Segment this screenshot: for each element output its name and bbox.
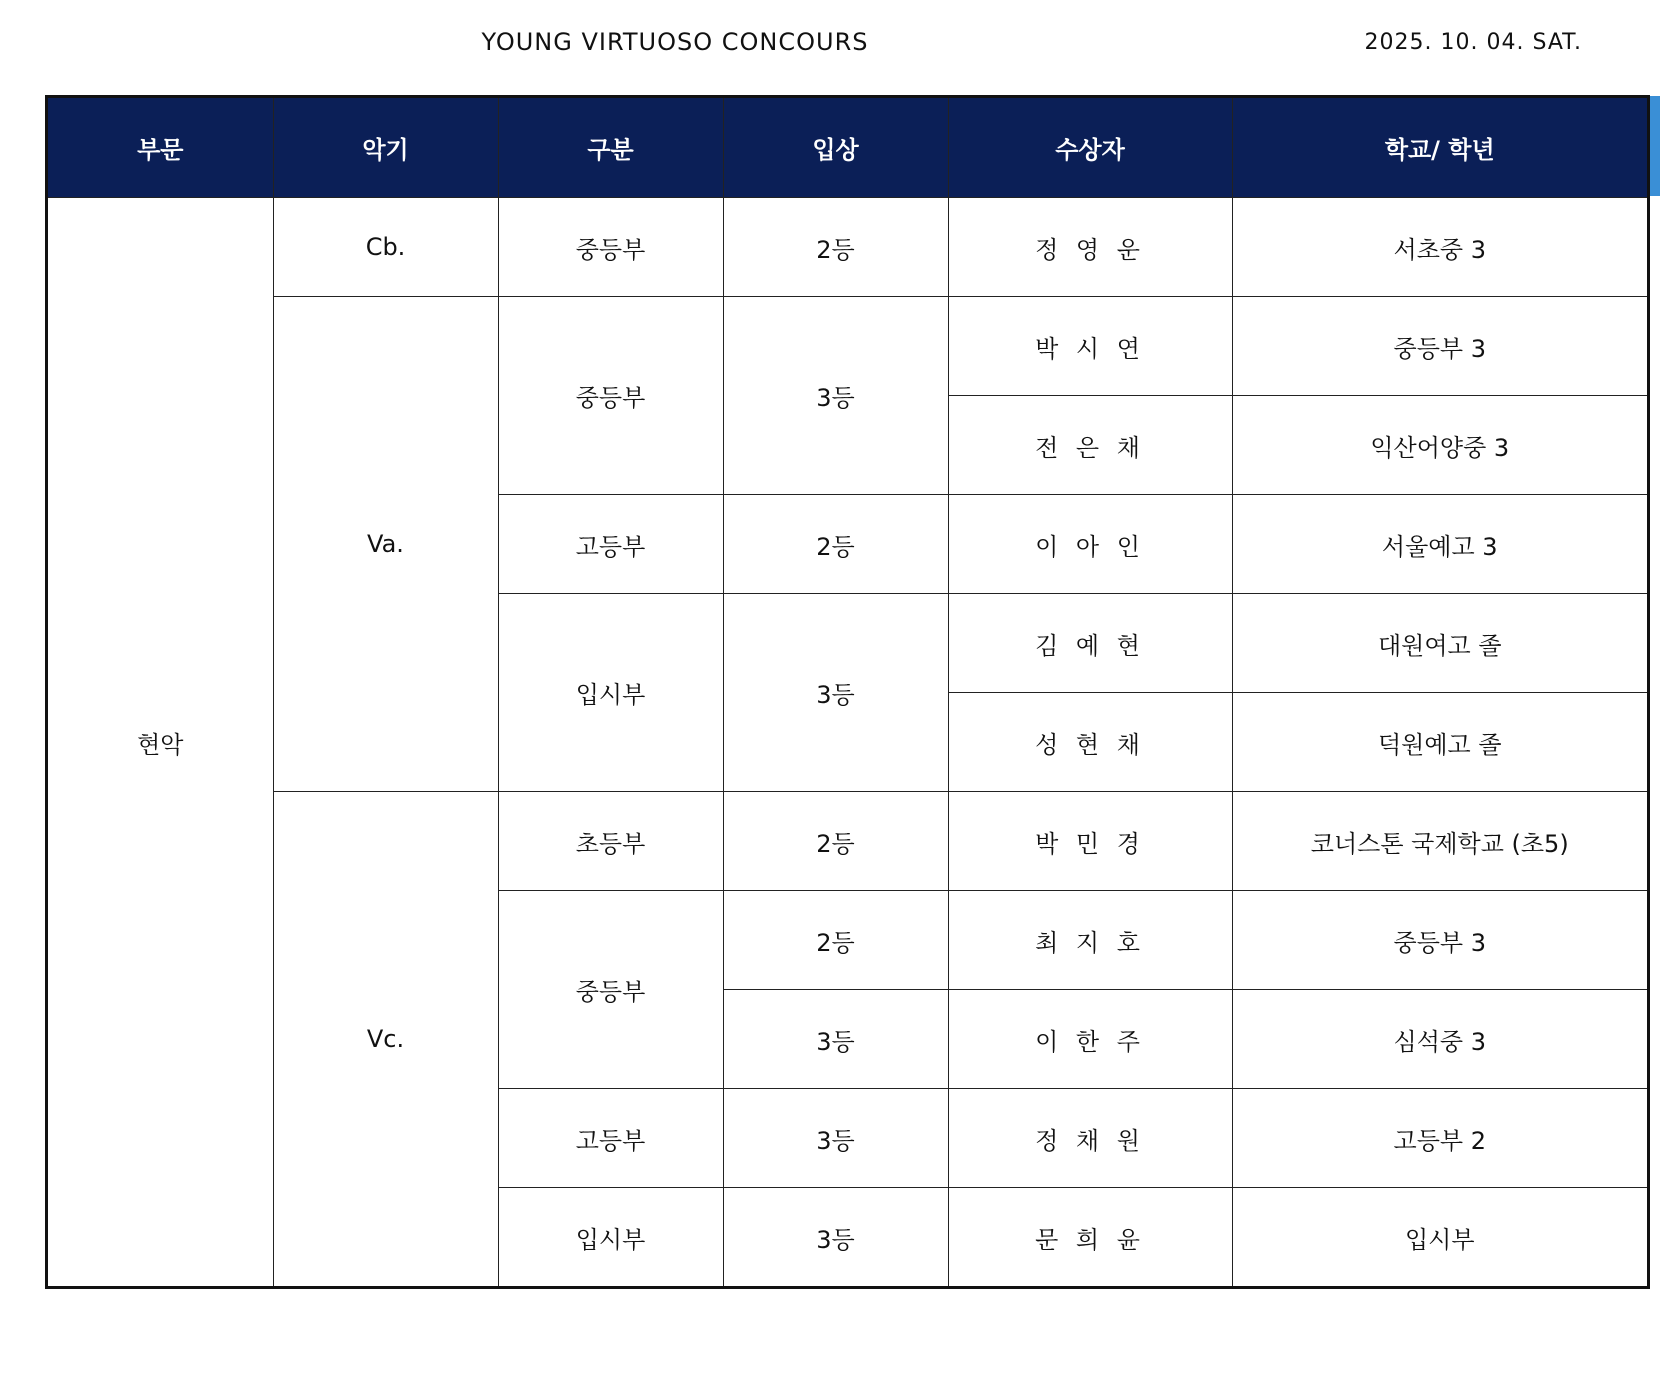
division-cell: 중등부	[498, 297, 723, 495]
school-cell: 코너스톤 국제학교 (초5)	[1232, 792, 1647, 891]
award-cell: 2등	[723, 891, 948, 990]
award-cell: 3등	[723, 990, 948, 1089]
winner-name-cell: 최 지 호	[948, 891, 1232, 990]
column-header-instrument: 악기	[273, 98, 498, 198]
instrument-cell-va: Va.	[273, 297, 498, 792]
winner-name-cell: 이 아 인	[948, 495, 1232, 594]
table-row	[48, 792, 1647, 891]
award-cell: 2등	[723, 792, 948, 891]
winner-name-cell: 문 희 윤	[948, 1188, 1232, 1287]
division-cell: 고등부	[498, 1089, 723, 1188]
division-cell: 고등부	[498, 495, 723, 594]
award-cell: 3등	[723, 1089, 948, 1188]
division-cell: 입시부	[498, 1188, 723, 1287]
award-cell: 3등	[723, 1188, 948, 1287]
school-cell: 중등부 3	[1232, 891, 1647, 990]
award-cell: 3등	[723, 297, 948, 495]
winner-name-cell: 이 한 주	[948, 990, 1232, 1089]
school-cell: 익산어양중 3	[1232, 396, 1647, 495]
results-table	[48, 98, 1647, 1286]
school-cell: 입시부	[1232, 1188, 1647, 1287]
award-cell: 2등	[723, 198, 948, 297]
instrument-cell-vc: Vc.	[273, 792, 498, 1287]
division-cell: 입시부	[498, 594, 723, 792]
document-title: YOUNG VIRTUOSO CONCOURS	[481, 28, 869, 56]
division-cell: 중등부	[498, 198, 723, 297]
winner-name-cell: 김 예 현	[948, 594, 1232, 693]
column-header-section: 부문	[48, 98, 273, 198]
school-cell: 서울예고 3	[1232, 495, 1647, 594]
winner-name-cell: 박 민 경	[948, 792, 1232, 891]
document-date: 2025. 10. 04. SAT.	[1364, 30, 1582, 55]
column-header-division: 구분	[498, 98, 723, 198]
school-cell: 중등부 3	[1232, 297, 1647, 396]
winner-name-cell: 박 시 연	[948, 297, 1232, 396]
winner-name-cell: 성 현 채	[948, 693, 1232, 792]
table-row	[48, 297, 1647, 396]
division-cell: 초등부	[498, 792, 723, 891]
winner-name-cell: 전 은 채	[948, 396, 1232, 495]
winner-name-cell: 정 채 원	[948, 1089, 1232, 1188]
division-cell: 중등부	[498, 891, 723, 1089]
column-header-winner: 수상자	[948, 98, 1232, 198]
column-header-award: 입상	[723, 98, 948, 198]
accent-bar	[1650, 96, 1660, 196]
section-cell: 현악	[48, 198, 273, 1287]
school-cell: 대원여고 졸	[1232, 594, 1647, 693]
school-cell: 고등부 2	[1232, 1089, 1647, 1188]
table-header-row	[48, 98, 1647, 198]
school-cell: 심석중 3	[1232, 990, 1647, 1089]
results-table-frame	[45, 95, 1650, 1289]
school-cell: 서초중 3	[1232, 198, 1647, 297]
award-cell: 3등	[723, 594, 948, 792]
winner-name-cell: 정 영 운	[948, 198, 1232, 297]
school-cell: 덕원예고 졸	[1232, 693, 1647, 792]
table-row	[48, 198, 1647, 297]
column-header-school-grade: 학교/ 학년	[1232, 98, 1647, 198]
award-cell: 2등	[723, 495, 948, 594]
instrument-cell-cb: Cb.	[273, 198, 498, 297]
